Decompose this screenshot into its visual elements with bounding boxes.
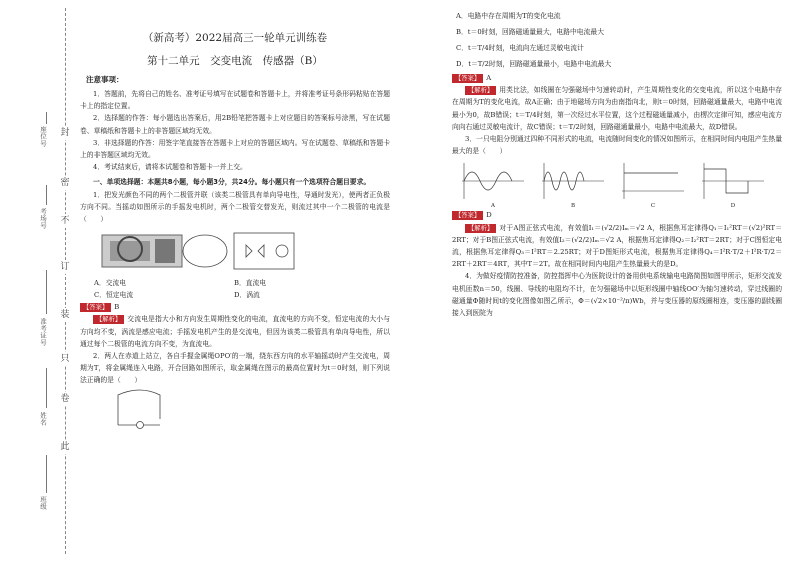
field-line [46,455,47,493]
binding-margin [0,0,80,562]
q2-answer: 【答案】 A [452,72,782,84]
option-d[interactable]: D．t＝T/2时刻，回路磁通量最小，电路中电流最大 [456,60,612,68]
sine-graph [458,161,528,201]
q2-analysis: 【解析】 用类比法，如线圈在匀强磁场中匀速转动时，产生周期性变化的交变电流，所以这个电路中存在周期为T的变化电流，故A正确；由于地磁场方向为由南指向北，则t＝0时刻，回路磁通量最大，电路中电流最小为0，故B错误；t＝T/4时刻，第一次经过水平位置，这个过程磁通量减小，由楞次定律可知，感应电流方向向右通过灵敏电流计，故C错误；t＝T/2时刻，回路磁通量最小，电路中电流最大，故D错误。 [452,86,782,131]
field-exam-room: 考场号 [39,208,47,229]
seal-char: 装 [58,308,72,322]
graph-d: D [698,161,768,209]
seal-char: 不 [58,214,72,228]
option-c[interactable]: C．t＝T/4时刻，电流向左通过灵敏电流计 [456,44,584,52]
option-c[interactable]: C．恒定电流 [94,291,134,300]
seal-char: 订 [58,260,72,274]
option-b[interactable]: B．t＝0时刻，回路磁通量最大，电路中电流最大 [456,28,604,36]
q3-answer: 【答案】 D [452,209,782,221]
field-line [46,112,47,124]
question-stem: 1．把发光颜色不同的两个二极管并联（该类二极管具有单向导电性，导通时发光），使两者正负极方向不同。当摇动如图所示的手摇发电机时，两个二极管交替发光，则流过其中一个二极管的电流是（ ） [80,190,390,224]
option-d[interactable]: D．涡流 [234,291,260,300]
q3-graphs [458,161,768,209]
option-a[interactable]: A．交流电 [94,279,127,288]
q1-options [80,277,390,301]
left-column [80,30,390,429]
field-seat-number: 座位号 [39,126,47,147]
rope-circuit-figure [110,389,180,429]
q1-answer: 【答案】 B [80,301,390,313]
note-item: 3．非选择题的作答：用签字笔直接答在答题卡上对应的答题区域内。写在试题卷、草稿纸和答题卡上的非答题区域均无效。 [80,138,390,160]
square-wave-graph [698,161,768,201]
seal-char: 只 [58,352,72,366]
seal-char: 封 [58,126,72,140]
graph-b: B [538,161,608,209]
note-item: 2．选择题的作答：每小题选出答案后，用2B铅笔把答题卡上对应题目的答案标号涂黑，写在试题卷、草稿纸和答题卡上的非答题区域均无效。 [80,114,390,135]
q3-analysis: 【解析】 对于A图正弦式电流，有效值I₁＝(√2/2)Iₘ＝√2 A，根据焦耳定律得Q₁＝I₁²RT＝(√2)²RT＝2RT；对于B图正弦式电流，有效值I₂＝(√2/2)Iₘ＝√2 A，根据焦耳定律得Q₂＝I₂²RT＝2RT；对于C图恒定电流，根据焦耳定律得Q₃＝I²RT＝2.25RT；对于D图矩形式电流，根据焦耳定律得Q₄＝I²R·T/2＋I²R·T/2＝2RT＋2RT＝4RT，其中T＝2T。故在相同时间内电阻产生热量最大的是D。 [452,223,782,269]
cut-line [65,8,66,554]
notes-heading: 注意事项： [86,75,124,84]
seal-char: 卷 [58,392,72,406]
sine-graph [538,161,608,201]
field-line [46,185,47,205]
section-heading: 一、单项选择题：本题共8小题，每小题3分，共24分。每小题只有一个选项符合题目要求。 [93,178,371,187]
constant-graph [618,161,688,201]
q1-analysis: 【解析】 交流电是指大小和方向发生周期性变化的电流，直流电的方向不变，恒定电流的大小与方向均不变，涡流是感应电流；手摇发电机产生的是交流电，但因为该类二极管具有单向导电性，所以通过每个二极管的电流方向不变，为直流电。 [80,315,390,348]
field-line [46,270,47,314]
field-name: 姓名 [39,412,47,426]
right-column [452,8,782,319]
option-a[interactable]: A．电路中存在周期为T的变化电流 [456,12,561,20]
field-line [46,368,47,408]
option-b[interactable]: B．直流电 [234,279,267,288]
generator-circuit-figure [100,227,320,275]
note-item: 1．答题前，先将自己的姓名、准考证号填写在试题卷和答题卡上，并将准考证号条形码粘贴在答题卡上的指定位置。 [80,90,390,111]
question-stem: 4．为做好疫情防控准备，防控指挥中心为医院设计的备用供电系统输电电路简图如图甲所示，矩形交流发电机匝数n＝50，线圈、导线的电阻均不计，在匀强磁场中以矩形线圈中轴线OO′为轴匀速转动，穿过线圈的磁通量Φ随时间t的变化图像如图乙所示，Φ＝(√2×10⁻²/π)Wb，并与变压器的原线圈相连，变压器的副线圈接入到医院为 [452,272,782,318]
seal-char: 密 [58,176,72,190]
field-class: 班级 [39,496,47,510]
exam-title: （新高考）2022届高三一轮单元训练卷 [142,32,328,44]
graph-a: A [458,161,528,209]
field-admission-number: 准考证号 [39,318,47,346]
note-item: 4．考试结束后，请将本试题卷和答题卡一并上交。 [93,163,247,172]
seal-char: 此 [58,440,72,454]
question-stem: 2．两人在赤道上站立，各自手握金属绳OPO′的一端，绕东西方向的水平轴摇动时产生交流电，周期为T，将金属绳连入电路，开合回路如图所示，取金属绳在图示的最高位置时为t＝0时刻，则下列说法正确的是（ ） [80,352,390,385]
question-stem: 3．一只电阻分别通过四种不同形式的电流，电流随时间变化的情况如图所示，在相同时间内电阻产生热量最大的是（ ） [452,135,782,156]
unit-title: 第十二单元 交变电流 传感器（B） [147,55,323,67]
graph-c: C [618,161,688,209]
